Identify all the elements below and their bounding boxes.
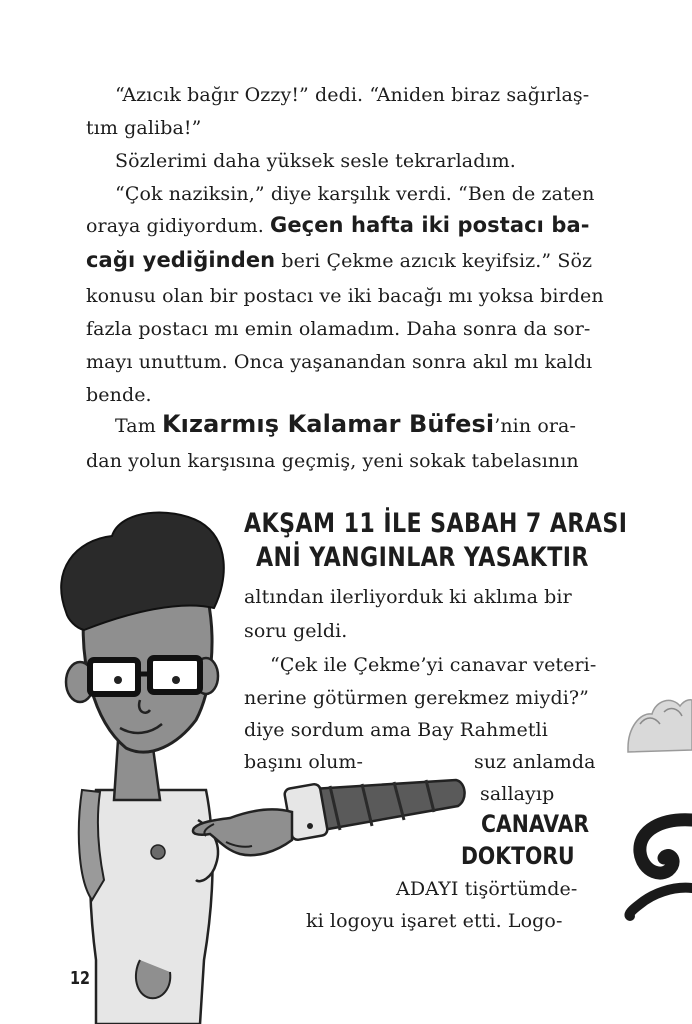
text-line: “Çek ile Çekme’yi canavar veteri- xyxy=(270,654,597,676)
text-segment: oraya gidiyordum. xyxy=(86,215,270,237)
page-number: 12 xyxy=(70,968,91,989)
text-line: ADAYI tişörtümde- xyxy=(396,878,578,900)
text-line: fazla postacı mı emin olamadım. Daha sonra da sor- xyxy=(86,318,591,340)
text-line: soru geldi. xyxy=(244,620,348,642)
text-line xyxy=(86,250,592,271)
street-sign-line: AKŞAM 11 İLE SABAH 7 ARASI xyxy=(244,508,628,539)
emphasis-text: Geçen hafta iki postacı ba- xyxy=(269,213,590,237)
text-line: bende. xyxy=(86,384,152,406)
text-line: mayı unuttum. Onca yaşanandan sonra akıl mı kaldı xyxy=(86,351,593,373)
bush-illustration xyxy=(628,700,692,752)
shirt-logo-line: CANAVAR xyxy=(481,810,590,838)
text-line: başını olum- xyxy=(244,751,364,773)
text-line xyxy=(86,215,590,236)
emphasis-text: Kızarmış Kalamar Büfesi xyxy=(161,410,495,438)
text-line: altından ilerliyorduk ki aklıma bir xyxy=(244,586,572,608)
text-segment: Tam xyxy=(115,415,162,437)
text-line: “Azıcık bağır Ozzy!” dedi. “Aniden biraz sağırlaş- xyxy=(115,84,590,106)
text-line xyxy=(115,412,576,436)
text-line: “Çok naziksin,” diye karşılık verdi. “Ben de zaten xyxy=(115,183,595,205)
text-line: nerine götürmen gerekmez miydi?” xyxy=(244,687,589,709)
text-line: suz anlamda xyxy=(474,751,596,773)
text-line: konusu olan bir postacı ve iki bacağı mı yoksa birden xyxy=(86,285,604,307)
text-segment: beri Çekme azıcık keyifsiz.” Söz xyxy=(275,250,593,272)
text-line: Sözlerimi daha yüksek sesle tekrarladım. xyxy=(115,150,516,172)
street-sign-line: ANİ YANGINLAR YASAKTIR xyxy=(256,542,589,573)
text-segment: ’nin ora- xyxy=(494,415,577,437)
monster-arm-pointing-illustration xyxy=(193,780,465,855)
tentacle-illustration xyxy=(629,820,692,916)
text-line: sallayıp xyxy=(480,783,555,805)
shirt-logo-line: DOKTORU xyxy=(461,842,575,870)
emphasis-text: cağı yediğinden xyxy=(86,248,276,272)
text-line: ki logoyu işaret etti. Logo- xyxy=(306,910,563,932)
text-line: dan yolun karşısına geçmiş, yeni sokak tabelasının xyxy=(86,450,579,472)
text-line: diye sordum ama Bay Rahmetli xyxy=(244,719,548,741)
boy-character-illustration xyxy=(61,513,224,1024)
text-line: tım galiba!” xyxy=(86,117,202,139)
